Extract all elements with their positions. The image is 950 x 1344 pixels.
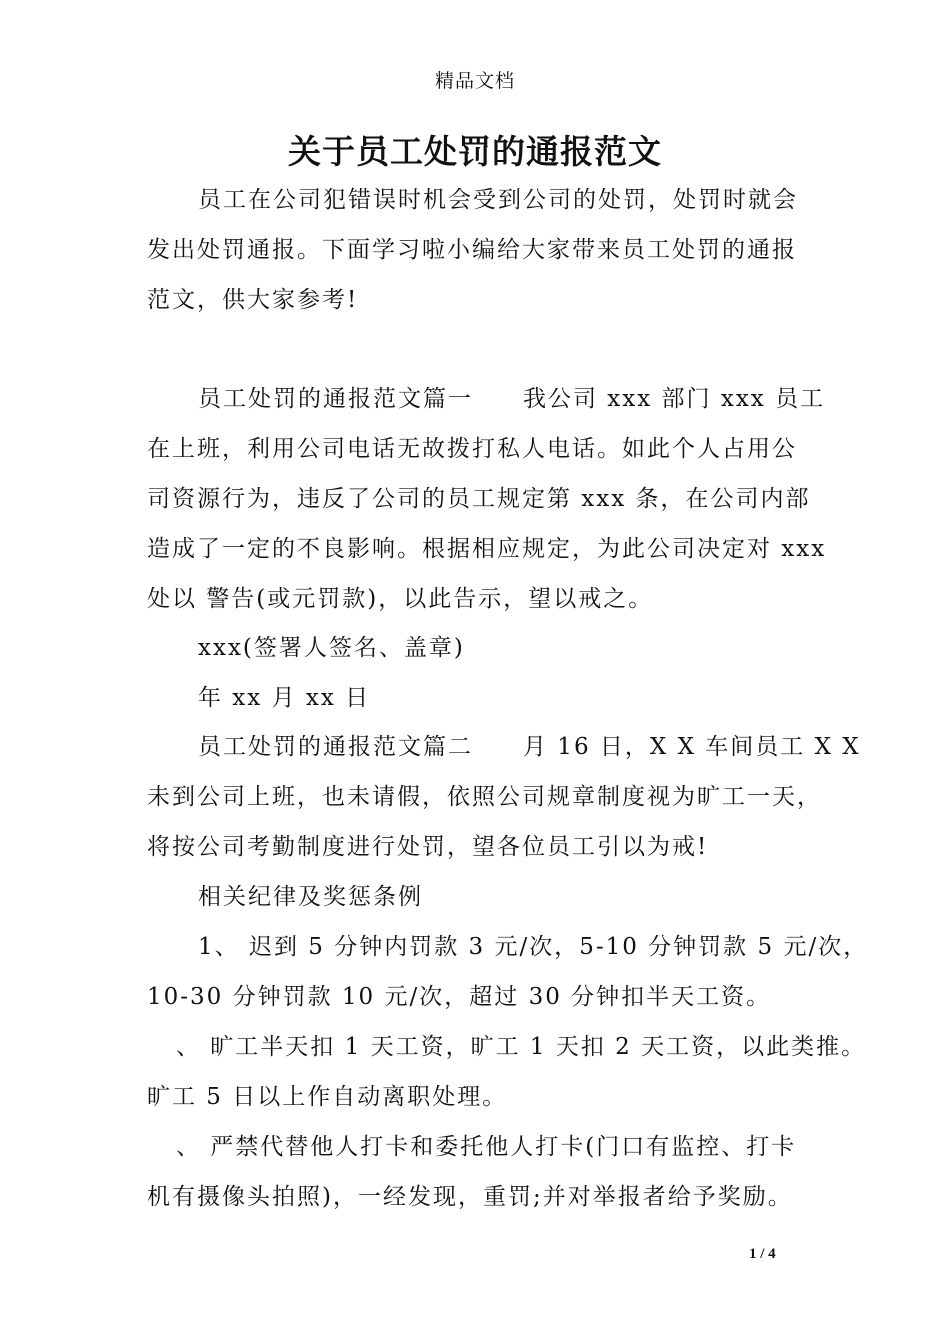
document-title: 关于员工处罚的通报范文 — [288, 132, 662, 171]
signature-line: xxx(签署人签名、盖章) — [198, 635, 465, 661]
paragraph-line: 范文，供大家参考! — [147, 287, 359, 313]
paragraph-line: 在上班，利用公司电话无故拨打私人电话。如此个人占用公 — [147, 436, 797, 462]
rule-item: 、 旷工半天扣 1 天工资，旷工 1 天扣 2 天工资，以此类推。 — [176, 1034, 867, 1060]
paragraph-line: 旷工 5 日以上作自动离职处理。 — [147, 1084, 508, 1110]
paragraph-line: 机有摄像头拍照)，一经发现，重罚;并对举报者给予奖励。 — [147, 1184, 793, 1210]
paragraph-line: 发出处罚通报。下面学习啦小编给大家带来员工处罚的通报 — [147, 237, 797, 263]
paragraph-line: 员工在公司犯错误时机会受到公司的处罚，处罚时就会 — [198, 187, 798, 213]
rule-item: 、 严禁代替他人打卡和委托他人打卡(门口有监控、打卡 — [176, 1134, 797, 1160]
paragraph-line: 员工处罚的通报范文篇二 月 16 日，X X 车间员工 X X — [198, 734, 861, 760]
paragraph-line: 10-30 分钟罚款 10 元/次，超过 30 分钟扣半天工资。 — [147, 984, 772, 1010]
rule-item: 1、 迟到 5 分钟内罚款 3 元/次，5-10 分钟罚款 5 元/次， — [198, 934, 869, 960]
section-heading: 相关纪律及奖惩条例 — [198, 884, 423, 910]
document-header: 精品文档 — [434, 70, 515, 92]
paragraph-line: 将按公司考勤制度进行处罚，望各位员工引以为戒! — [147, 834, 709, 860]
paragraph-line: 司资源行为，违反了公司的员工规定第 xxx 条，在公司内部 — [147, 486, 811, 512]
date-line: 年 xx 月 xx 日 — [198, 685, 371, 711]
page-number: 1 / 4 — [749, 1246, 776, 1262]
paragraph-line: 员工处罚的通报范文篇一 我公司 xxx 部门 xxx 员工 — [198, 386, 826, 412]
paragraph-line: 处以 警告(或元罚款)，以此告示，望以戒之。 — [147, 586, 654, 612]
paragraph-line: 造成了一定的不良影响。根据相应规定，为此公司决定对 xxx — [147, 536, 827, 562]
paragraph-line: 未到公司上班，也未请假，依照公司规章制度视为旷工一天， — [147, 784, 822, 810]
